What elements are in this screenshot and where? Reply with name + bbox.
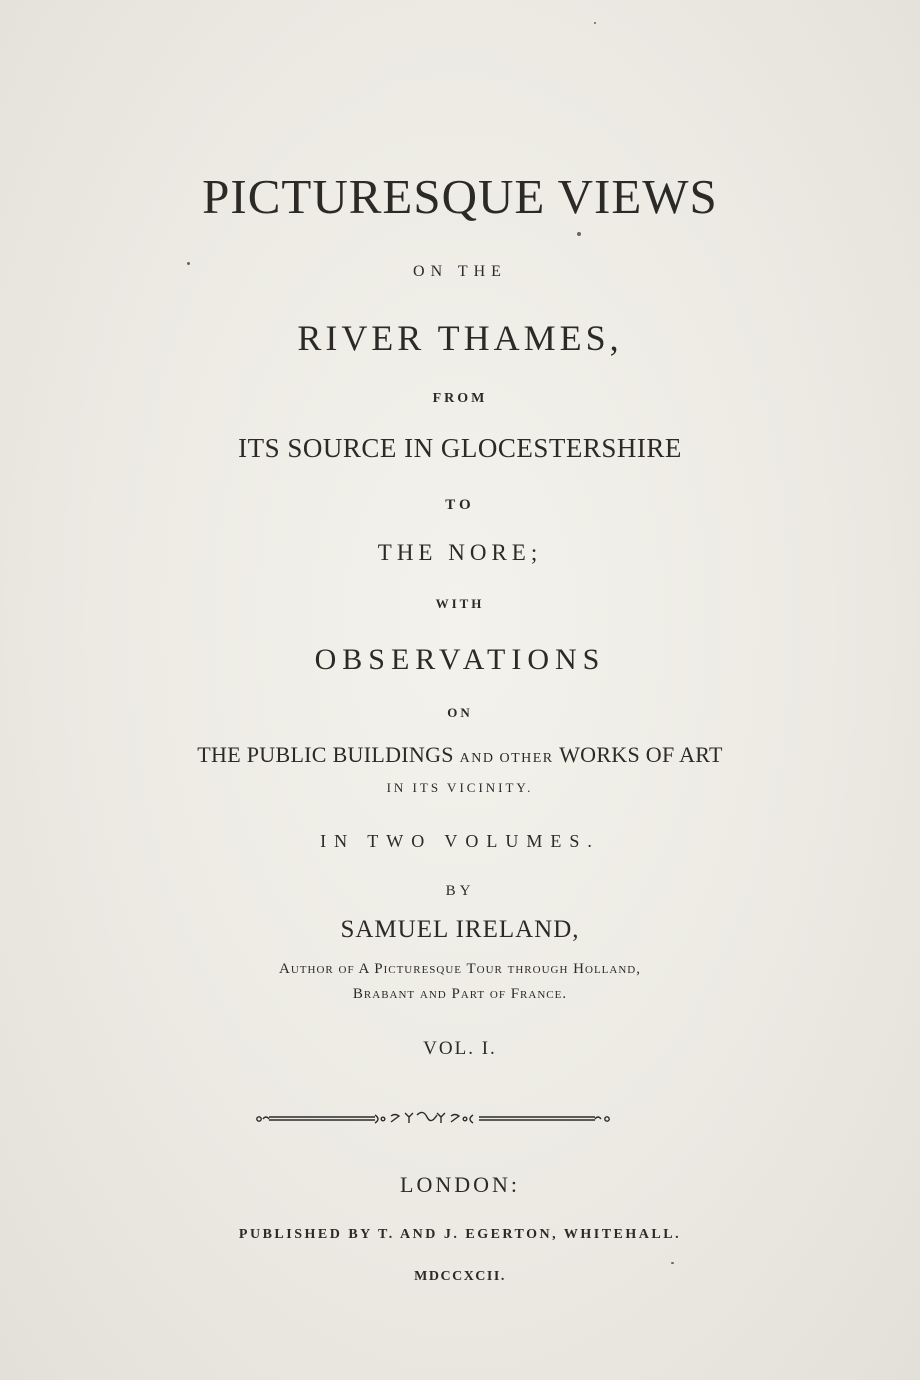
publication-city: LONDON:: [400, 1172, 520, 1197]
publication-year: MDCCXCII.: [414, 1269, 506, 1284]
author-credit-line-1: Author of A Picturesque Tour through Holland,: [279, 961, 641, 977]
destination-line: THE NORE;: [377, 540, 543, 565]
source-line: ITS SOURCE IN GLOCESTERSHIRE: [238, 433, 682, 463]
buildings-part-3: WORKS OF ART: [559, 742, 723, 767]
buildings-part-1: THE PUBLIC BUILDINGS: [197, 742, 454, 767]
printers-ornament-rule-icon: [255, 1107, 615, 1131]
ink-speck: [187, 262, 190, 265]
connector-on-the: ON THE: [413, 263, 507, 280]
volumes-line: IN TWO VOLUMES.: [320, 831, 600, 851]
author-name: SAMUEL IRELAND,: [340, 916, 580, 943]
title-line-picturesque-views: PICTURESQUE VIEWS: [202, 169, 718, 224]
ink-speck: [577, 232, 581, 236]
connector-to: TO: [445, 497, 475, 513]
title-line-river-thames: RIVER THAMES,: [297, 318, 623, 358]
connector-by: BY: [445, 883, 475, 899]
connector-on: ON: [447, 705, 473, 720]
vicinity-line: IN ITS VICINITY.: [386, 780, 534, 795]
publisher-line: PUBLISHED BY T. AND J. EGERTON, WHITEHALL.: [238, 1227, 682, 1242]
buildings-part-2: AND OTHER: [459, 751, 554, 766]
ink-speck: [594, 22, 596, 24]
connector-from: FROM: [432, 391, 488, 406]
connector-with: WITH: [435, 596, 485, 611]
ink-speck: [671, 1262, 674, 1264]
author-credit-line-2: Brabant and Part of France.: [352, 986, 568, 1002]
observations-heading: OBSERVATIONS: [314, 643, 606, 676]
volume-number: VOL. I.: [423, 1038, 497, 1059]
buildings-line: [0, 744, 920, 766]
